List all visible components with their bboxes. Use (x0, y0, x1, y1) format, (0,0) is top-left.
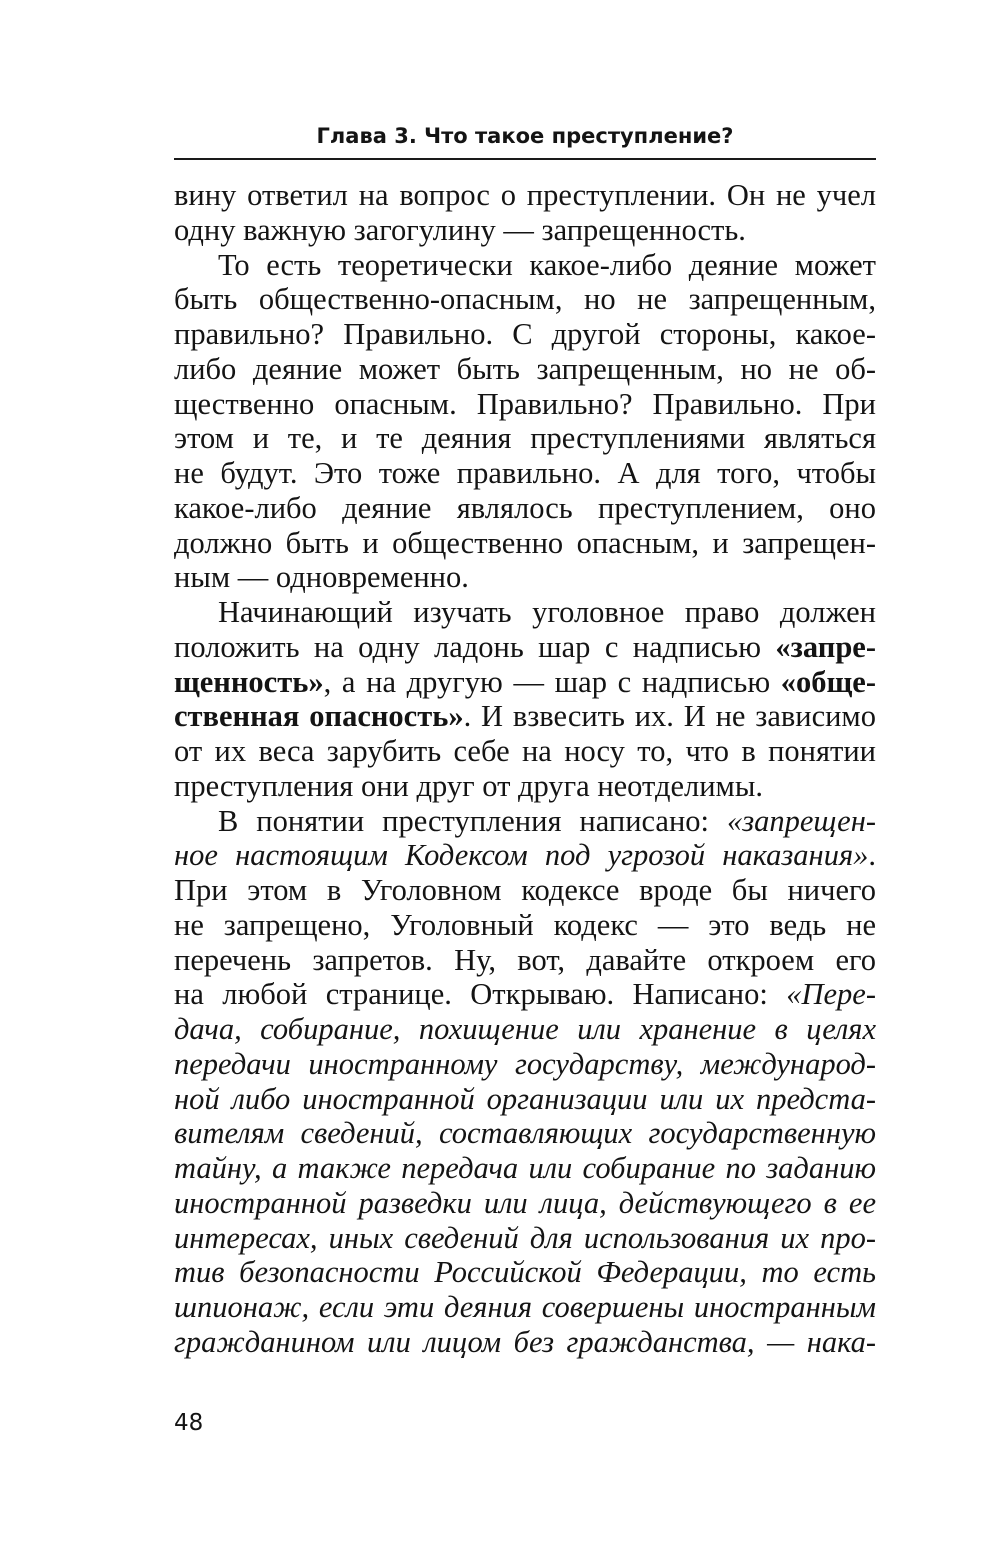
line-segment: положить на одну ладонь шар с надписью (174, 629, 776, 664)
text-line (174, 769, 876, 804)
line-segment: щественно опасным. Правильно? Правильно. При (174, 386, 876, 421)
quoted-statute: дача, собирание, похищение или хранение в целях (174, 1012, 876, 1046)
line-segment: То есть теоретически какое-либо деяние может (218, 247, 876, 282)
line-segment: вину ответил на вопрос о преступлении. Он не учел (174, 178, 876, 212)
text-line (174, 1221, 876, 1256)
line-segment: , а на другую — шар с надписью (323, 664, 781, 699)
quoted-statute: ной либо иностранной организации или их предста- (174, 1081, 876, 1116)
text-line (174, 908, 876, 943)
text-line (174, 213, 876, 248)
text-line (174, 421, 876, 456)
text-line (174, 734, 876, 769)
quoted-statute: шпионаж, если эти деяния совершены иностранным (174, 1290, 876, 1324)
text-line (174, 1186, 876, 1221)
text-line (174, 1082, 876, 1117)
text-line (174, 873, 876, 908)
text-line (174, 1047, 876, 1082)
line-segment: правильно? Правильно. С другой стороны, какое- (174, 317, 876, 351)
quoted-statute: тив безопасности Российской Федерации, то есть (174, 1255, 876, 1290)
line-segment: В понятии преступления написано: (218, 803, 727, 838)
line-segment: от их веса зарубить себе на носу то, что в понятии (174, 734, 876, 768)
text-line (174, 665, 876, 700)
line-segment: не будут. Это тоже правильно. А для того, чтобы (174, 456, 876, 490)
bold-term: «запре- (775, 629, 876, 664)
text-line (174, 1290, 876, 1325)
line-segment: ным — одновременно. (174, 560, 469, 595)
bold-term: щенность» (174, 664, 324, 699)
bold-term: «обще- (780, 664, 876, 699)
text-line (174, 352, 876, 387)
line-segment: этом и те, и те деяния преступлениями являться (174, 421, 876, 456)
text-line (174, 317, 876, 352)
line-segment: преступления они друг от друга неотделимы. (174, 768, 763, 803)
line-segment: какое-либо деяние являлось преступлением, оно (174, 490, 876, 525)
line-segment: либо деяние может быть запрещенным, но не об- (174, 351, 876, 386)
text-line (174, 282, 876, 317)
line-segment: . (868, 838, 876, 873)
quoted-definition: «запрещен- (726, 803, 876, 838)
quoted-statute: передачи иностранному государству, международ- (174, 1046, 876, 1081)
text-line (174, 1255, 876, 1290)
header-divider (174, 158, 876, 160)
text-line (174, 1116, 876, 1151)
line-segment: Начинающий изучать уголовное право должен (218, 595, 876, 629)
line-segment: не запрещено, Уголовный кодекс — это ведь не (174, 907, 876, 942)
line-segment: . И взвесить их. И не зависимо (463, 699, 876, 734)
running-head: Глава 3. Что такое преступление? (316, 124, 734, 148)
line-segment: При этом в Уголовном кодексе вроде бы ничего (174, 873, 876, 907)
line-segment: одну важную загогулину — запрещенность. (174, 212, 746, 247)
text-line (174, 595, 876, 630)
text-line (174, 456, 876, 491)
text-line (174, 977, 876, 1012)
quoted-definition: ное настоящим Кодексом под угрозой наказания» (174, 838, 869, 873)
quoted-statute: вителям сведений, составляющих государственную (174, 1116, 876, 1151)
body-text (174, 178, 876, 1360)
quoted-statute: иностранной разведки или лица, действующего в ее (174, 1185, 876, 1220)
text-line (174, 1151, 876, 1186)
text-line (174, 630, 876, 665)
line-segment: перечень запретов. Ну, вот, давайте откроем его (174, 942, 876, 977)
line-segment: должно быть и общественно опасным, и запрещен- (174, 525, 876, 560)
text-line (174, 1012, 876, 1047)
text-line (174, 804, 876, 839)
quoted-statute: интересах, иных сведений для использования их про- (174, 1220, 876, 1255)
quoted-statute: «Пере- (786, 977, 876, 1012)
text-line (174, 491, 876, 526)
line-segment: быть общественно-опасным, но не запрещенным, (174, 282, 876, 317)
text-line (174, 1325, 876, 1360)
text-line (174, 943, 876, 978)
text-line (174, 838, 876, 873)
text-line (174, 387, 876, 422)
text-line (174, 178, 876, 213)
line-segment: на любой странице. Открываю. Написано: (174, 977, 787, 1012)
text-line (174, 526, 876, 561)
page-number: 48 (174, 1410, 204, 1436)
bold-term: ственная опасность» (174, 699, 464, 734)
text-line (174, 248, 876, 283)
quoted-statute: тайну, а также передача или собирание по заданию (174, 1151, 876, 1185)
text-line (174, 560, 876, 595)
quoted-statute: гражданином или лицом без гражданства, — нака- (174, 1324, 876, 1359)
text-line (174, 699, 876, 734)
